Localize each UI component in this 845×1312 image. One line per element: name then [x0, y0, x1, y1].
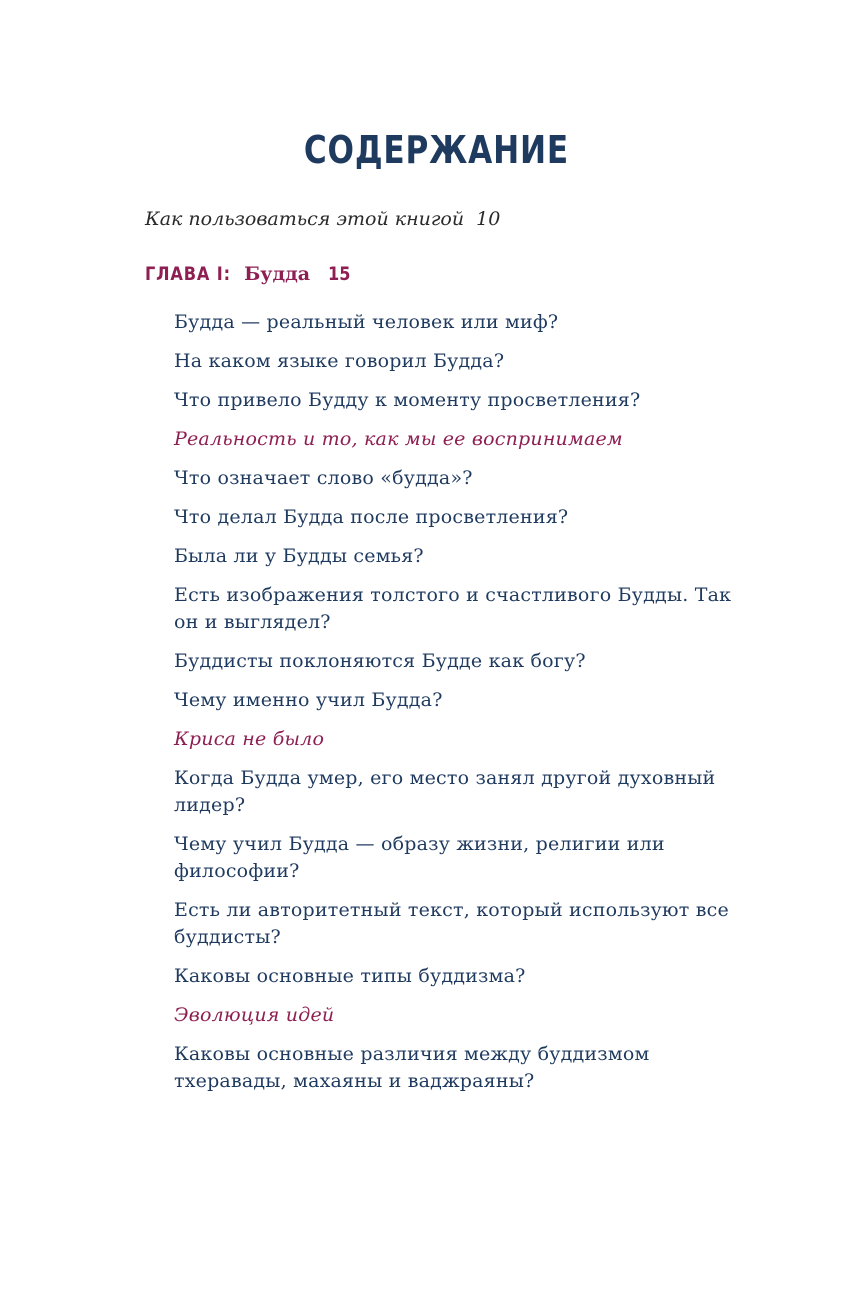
chapter-name: Будда: [244, 263, 311, 285]
toc-entry[interactable]: Каковы основные различия между буддизмом тхеравады, махаяны и ваджраяны?: [174, 1043, 650, 1092]
toc-intro-entry[interactable]: [145, 208, 500, 230]
toc-entry[interactable]: Что делал Будда после просветления?: [174, 506, 569, 528]
toc-entry[interactable]: Что привело Будду к моменту просветления?: [174, 389, 641, 411]
toc-entry-list: [174, 309, 734, 1107]
toc-entry[interactable]: На каком языке говорил Будда?: [174, 350, 505, 372]
toc-entry[interactable]: Есть изображения толстого и счастливого Будды. Так он и выглядел?: [174, 584, 732, 633]
toc-section-entry[interactable]: Реальность и то, как мы ее воспринимаем: [174, 428, 623, 450]
toc-entry[interactable]: Чему учил Будда — образу жизни, религии или философии?: [174, 833, 665, 882]
toc-section-entry[interactable]: Эволюция идей: [174, 1004, 335, 1026]
chapter-heading[interactable]: [145, 263, 355, 285]
toc-intro-label: Как пользоваться этой книгой: [145, 208, 465, 230]
chapter-page-number: 15: [328, 263, 351, 285]
toc-entry[interactable]: Когда Будда умер, его место занял другой духовный лидер?: [174, 767, 716, 816]
toc-entry[interactable]: Что означает слово «будда»?: [174, 467, 473, 489]
page-title: СОДЕРЖАНИЕ: [303, 128, 569, 172]
toc-entry[interactable]: Была ли у Будды семья?: [174, 545, 424, 567]
toc-intro-page-number: 10: [476, 208, 501, 230]
toc-section-entry[interactable]: Криса не было: [174, 728, 325, 750]
toc-entry[interactable]: Чему именно учил Будда?: [174, 689, 443, 711]
toc-entry[interactable]: Будда — реальный человек или миф?: [174, 311, 559, 333]
toc-entry[interactable]: Буддисты поклоняются Будде как богу?: [174, 650, 586, 672]
chapter-label: ГЛАВА I:: [145, 263, 231, 285]
toc-entry[interactable]: Каковы основные типы буддизма?: [174, 965, 526, 987]
toc-entry[interactable]: Есть ли авторитетный текст, который используют все буддисты?: [174, 899, 729, 948]
